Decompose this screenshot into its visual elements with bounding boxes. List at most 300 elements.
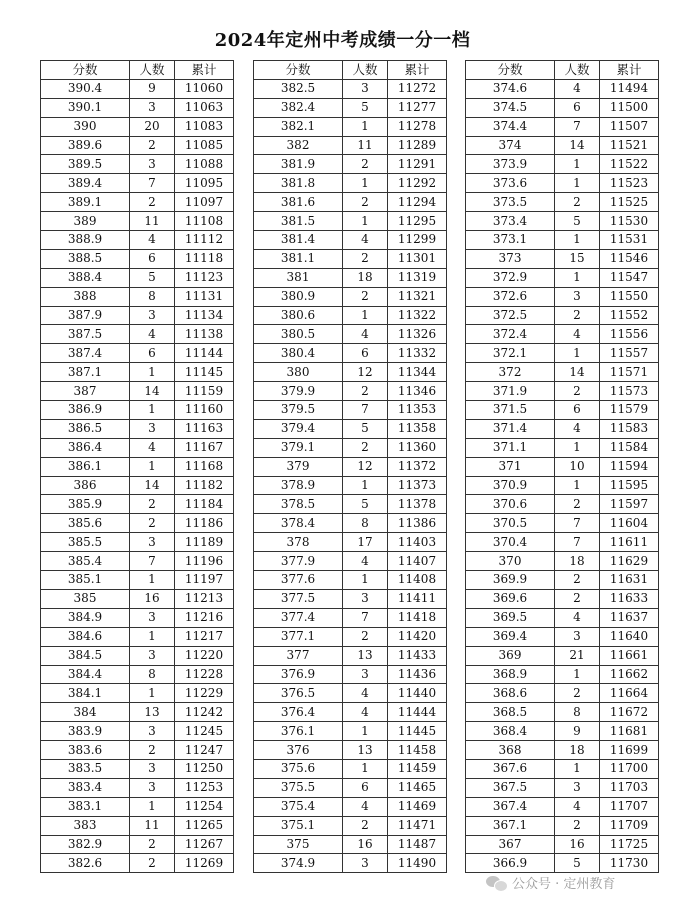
cell-cumulative: 11254: [175, 797, 234, 816]
cell-cumulative: 11344: [388, 363, 447, 382]
cell-count: 3: [130, 608, 175, 627]
cell-count: 1: [555, 174, 600, 193]
cell-count: 1: [555, 476, 600, 495]
cell-score: 372.1: [466, 344, 555, 363]
cell-count: 12: [343, 363, 388, 382]
cell-count: 1: [130, 571, 175, 590]
cell-cumulative: 11408: [388, 571, 447, 590]
cell-score: 385.1: [41, 571, 130, 590]
cell-score: 375.1: [254, 816, 343, 835]
table-row: [41, 571, 234, 590]
cell-cumulative: 11633: [600, 589, 659, 608]
cell-cumulative: 11661: [600, 646, 659, 665]
cell-score: 370: [466, 552, 555, 571]
table-row: [254, 778, 447, 797]
table-row: [254, 306, 447, 325]
cell-count: 8: [130, 665, 175, 684]
cell-score: 381.8: [254, 174, 343, 193]
cell-score: 369.5: [466, 608, 555, 627]
cell-cumulative: 11487: [388, 835, 447, 854]
cell-count: 2: [555, 816, 600, 835]
cell-score: 375.6: [254, 759, 343, 778]
cell-cumulative: 11326: [388, 325, 447, 344]
cell-count: 2: [130, 835, 175, 854]
cell-cumulative: 11386: [388, 514, 447, 533]
cell-count: 13: [343, 646, 388, 665]
cell-cumulative: 11321: [388, 287, 447, 306]
cell-cumulative: 11573: [600, 382, 659, 401]
cell-count: 4: [343, 552, 388, 571]
cell-count: 3: [130, 646, 175, 665]
table-row: [254, 552, 447, 571]
cell-count: 1: [343, 722, 388, 741]
cell-count: 2: [555, 193, 600, 212]
cell-score: 374.5: [466, 98, 555, 117]
header-count: 人数: [555, 61, 600, 80]
table-row: [254, 741, 447, 760]
cell-score: 367.1: [466, 816, 555, 835]
cell-cumulative: 11213: [175, 589, 234, 608]
table-row: [41, 627, 234, 646]
table-row: [41, 703, 234, 722]
cell-score: 377.4: [254, 608, 343, 627]
table-row: [41, 646, 234, 665]
table-row: [254, 382, 447, 401]
table-row: [466, 495, 659, 514]
cell-score: 374.4: [466, 117, 555, 136]
table-row: [466, 174, 659, 193]
cell-score: 369.6: [466, 589, 555, 608]
cell-score: 376.1: [254, 722, 343, 741]
cell-count: 3: [555, 778, 600, 797]
cell-cumulative: 11360: [388, 438, 447, 457]
table-row: [41, 363, 234, 382]
table-row: [466, 854, 659, 873]
table-row: [254, 722, 447, 741]
table-row: [41, 665, 234, 684]
table-row: [41, 797, 234, 816]
cell-score: 380: [254, 363, 343, 382]
cell-count: 1: [343, 174, 388, 193]
cell-score: 386.5: [41, 419, 130, 438]
table-row: [41, 741, 234, 760]
cell-score: 372.4: [466, 325, 555, 344]
cell-score: 381.9: [254, 155, 343, 174]
cell-cumulative: 11420: [388, 627, 447, 646]
watermark: [486, 873, 615, 892]
cell-count: 15: [555, 249, 600, 268]
table-row: [466, 589, 659, 608]
cell-cumulative: 11289: [388, 136, 447, 155]
cell-cumulative: 11662: [600, 665, 659, 684]
cell-score: 387.4: [41, 344, 130, 363]
cell-score: 373.6: [466, 174, 555, 193]
table-row: [254, 533, 447, 552]
cell-cumulative: 11088: [175, 155, 234, 174]
cell-count: 7: [555, 514, 600, 533]
cell-cumulative: 11131: [175, 287, 234, 306]
table-row: [254, 665, 447, 684]
cell-cumulative: 11433: [388, 646, 447, 665]
cell-count: 2: [343, 382, 388, 401]
cell-score: 369.4: [466, 627, 555, 646]
table-row: [41, 249, 234, 268]
cell-score: 382: [254, 136, 343, 155]
cell-score: 381.1: [254, 249, 343, 268]
cell-cumulative: 11267: [175, 835, 234, 854]
cell-count: 1: [130, 363, 175, 382]
cell-score: 388.9: [41, 231, 130, 250]
cell-cumulative: 11521: [600, 136, 659, 155]
cell-score: 379.1: [254, 438, 343, 457]
cell-cumulative: 11217: [175, 627, 234, 646]
cell-count: 20: [130, 117, 175, 136]
table-row: [254, 571, 447, 590]
cell-cumulative: 11189: [175, 533, 234, 552]
table-row: [41, 419, 234, 438]
cell-count: 14: [555, 136, 600, 155]
table-row: [41, 854, 234, 873]
cell-cumulative: 11097: [175, 193, 234, 212]
cell-score: 381.5: [254, 212, 343, 231]
cell-score: 385.9: [41, 495, 130, 514]
table-row: [466, 552, 659, 571]
cell-cumulative: 11604: [600, 514, 659, 533]
cell-count: 2: [343, 438, 388, 457]
cell-score: 368.4: [466, 722, 555, 741]
cell-score: 376: [254, 741, 343, 760]
table-row: [41, 589, 234, 608]
cell-cumulative: 11295: [388, 212, 447, 231]
cell-cumulative: 11531: [600, 231, 659, 250]
cell-count: 5: [555, 212, 600, 231]
cell-cumulative: 11594: [600, 457, 659, 476]
cell-count: 1: [130, 627, 175, 646]
cell-cumulative: 11403: [388, 533, 447, 552]
cell-cumulative: 11707: [600, 797, 659, 816]
cell-count: 3: [130, 533, 175, 552]
header-cumulative: 累计: [600, 61, 659, 80]
cell-count: 4: [555, 797, 600, 816]
watermark-text: 公众号 · 定州教育: [512, 877, 616, 892]
cell-count: 3: [130, 155, 175, 174]
table-row: [466, 457, 659, 476]
score-table-middle: [253, 60, 447, 873]
cell-score: 382.9: [41, 835, 130, 854]
cell-cumulative: 11108: [175, 212, 234, 231]
table-header-row: [466, 61, 659, 80]
cell-score: 378.4: [254, 514, 343, 533]
cell-cumulative: 11272: [388, 79, 447, 98]
cell-count: 4: [343, 797, 388, 816]
cell-count: 7: [343, 608, 388, 627]
table-row: [41, 816, 234, 835]
cell-score: 373.9: [466, 155, 555, 174]
cell-count: 4: [130, 438, 175, 457]
score-table-right: [465, 60, 659, 873]
table-row: [254, 816, 447, 835]
cell-cumulative: 11469: [388, 797, 447, 816]
cell-count: 3: [555, 287, 600, 306]
cell-score: 374.9: [254, 854, 343, 873]
table-row: [254, 684, 447, 703]
table-row: [41, 835, 234, 854]
cell-count: 4: [343, 325, 388, 344]
cell-count: 2: [343, 155, 388, 174]
table-row: [254, 98, 447, 117]
cell-count: 4: [555, 608, 600, 627]
table-row: [41, 552, 234, 571]
cell-count: 16: [555, 835, 600, 854]
page-title: 2024年定州中考成绩一分一档: [214, 30, 471, 51]
cell-count: 1: [555, 231, 600, 250]
cell-count: 3: [343, 665, 388, 684]
cell-score: 371: [466, 457, 555, 476]
cell-score: 375.5: [254, 778, 343, 797]
cell-cumulative: 11597: [600, 495, 659, 514]
table-row: [254, 287, 447, 306]
cell-cumulative: 11278: [388, 117, 447, 136]
cell-cumulative: 11292: [388, 174, 447, 193]
cell-count: 1: [130, 457, 175, 476]
cell-cumulative: 11507: [600, 117, 659, 136]
table-row: [41, 684, 234, 703]
cell-score: 378.9: [254, 476, 343, 495]
table-row: [254, 589, 447, 608]
cell-count: 6: [555, 98, 600, 117]
cell-cumulative: 11700: [600, 759, 659, 778]
cell-cumulative: 11523: [600, 174, 659, 193]
cell-cumulative: 11160: [175, 401, 234, 420]
cell-score: 373.5: [466, 193, 555, 212]
wechat-icon: [486, 875, 508, 891]
cell-cumulative: 11440: [388, 684, 447, 703]
table-row: [41, 533, 234, 552]
cell-count: 6: [555, 401, 600, 420]
cell-score: 387.5: [41, 325, 130, 344]
table-row: [41, 268, 234, 287]
cell-score: 368.6: [466, 684, 555, 703]
cell-cumulative: 11196: [175, 552, 234, 571]
table-row: [466, 193, 659, 212]
cell-score: 382.4: [254, 98, 343, 117]
cell-count: 5: [343, 419, 388, 438]
cell-score: 386.4: [41, 438, 130, 457]
cell-score: 384.5: [41, 646, 130, 665]
cell-count: 6: [130, 344, 175, 363]
cell-cumulative: 11445: [388, 722, 447, 741]
cell-cumulative: 11159: [175, 382, 234, 401]
cell-score: 370.4: [466, 533, 555, 552]
table-row: [41, 401, 234, 420]
cell-count: 12: [343, 457, 388, 476]
cell-count: 1: [555, 268, 600, 287]
cell-count: 2: [130, 193, 175, 212]
header-count: 人数: [130, 61, 175, 80]
cell-cumulative: 11584: [600, 438, 659, 457]
table-row: [466, 419, 659, 438]
table-row: [254, 457, 447, 476]
table-row: [254, 514, 447, 533]
table-row: [466, 533, 659, 552]
cell-score: 367.6: [466, 759, 555, 778]
cell-cumulative: 11063: [175, 98, 234, 117]
table-row: [41, 287, 234, 306]
cell-count: 2: [130, 854, 175, 873]
table-row: [41, 136, 234, 155]
table-row: [466, 476, 659, 495]
cell-cumulative: 11465: [388, 778, 447, 797]
table-row: [254, 155, 447, 174]
table-row: [254, 703, 447, 722]
table-row: [41, 155, 234, 174]
cell-cumulative: 11709: [600, 816, 659, 835]
cell-count: 3: [343, 589, 388, 608]
cell-count: 2: [343, 287, 388, 306]
table-row: [466, 608, 659, 627]
cell-count: 1: [343, 571, 388, 590]
cell-score: 380.9: [254, 287, 343, 306]
cell-cumulative: 11444: [388, 703, 447, 722]
table-row: [254, 136, 447, 155]
cell-cumulative: 11629: [600, 552, 659, 571]
cell-cumulative: 11291: [388, 155, 447, 174]
table-row: [466, 401, 659, 420]
cell-cumulative: 11407: [388, 552, 447, 571]
table-row: [466, 363, 659, 382]
cell-count: 17: [343, 533, 388, 552]
cell-cumulative: 11730: [600, 854, 659, 873]
cell-cumulative: 11229: [175, 684, 234, 703]
cell-count: 4: [343, 703, 388, 722]
cell-score: 390.4: [41, 79, 130, 98]
cell-cumulative: 11167: [175, 438, 234, 457]
cell-count: 1: [555, 665, 600, 684]
table-row: [254, 212, 447, 231]
cell-score: 379: [254, 457, 343, 476]
cell-score: 388: [41, 287, 130, 306]
cell-count: 3: [555, 627, 600, 646]
table-row: [41, 79, 234, 98]
cell-count: 4: [555, 79, 600, 98]
cell-score: 378: [254, 533, 343, 552]
cell-count: 14: [555, 363, 600, 382]
cell-score: 377.5: [254, 589, 343, 608]
cell-count: 1: [130, 684, 175, 703]
cell-cumulative: 11247: [175, 741, 234, 760]
cell-cumulative: 11611: [600, 533, 659, 552]
cell-score: 387.1: [41, 363, 130, 382]
cell-count: 1: [343, 759, 388, 778]
cell-count: 11: [130, 212, 175, 231]
cell-score: 372: [466, 363, 555, 382]
cell-score: 370.9: [466, 476, 555, 495]
table-row: [254, 249, 447, 268]
cell-cumulative: 11060: [175, 79, 234, 98]
table-row: [254, 344, 447, 363]
cell-cumulative: 11550: [600, 287, 659, 306]
cell-score: 386: [41, 476, 130, 495]
cell-count: 4: [555, 419, 600, 438]
cell-count: 14: [130, 382, 175, 401]
cell-count: 2: [130, 741, 175, 760]
cell-count: 4: [343, 684, 388, 703]
cell-count: 1: [343, 306, 388, 325]
cell-cumulative: 11085: [175, 136, 234, 155]
table-row: [254, 174, 447, 193]
cell-count: 1: [555, 344, 600, 363]
table-row: [41, 193, 234, 212]
table-row: [466, 816, 659, 835]
header-score: 分数: [41, 61, 130, 80]
table-row: [466, 514, 659, 533]
cell-count: 7: [343, 401, 388, 420]
cell-count: 2: [555, 382, 600, 401]
cell-cumulative: 11245: [175, 722, 234, 741]
table-row: [41, 514, 234, 533]
cell-score: 372.9: [466, 268, 555, 287]
cell-cumulative: 11681: [600, 722, 659, 741]
cell-cumulative: 11242: [175, 703, 234, 722]
cell-cumulative: 11250: [175, 759, 234, 778]
cell-count: 11: [130, 816, 175, 835]
cell-count: 2: [343, 193, 388, 212]
table-row: [41, 608, 234, 627]
table-row: [41, 476, 234, 495]
cell-count: 6: [343, 778, 388, 797]
cell-count: 3: [343, 854, 388, 873]
cell-score: 383.4: [41, 778, 130, 797]
cell-cumulative: 11640: [600, 627, 659, 646]
cell-cumulative: 11530: [600, 212, 659, 231]
table-row: [41, 231, 234, 250]
table-row: [41, 457, 234, 476]
table-row: [254, 854, 447, 873]
cell-score: 384.9: [41, 608, 130, 627]
cell-count: 3: [130, 98, 175, 117]
table-row: [466, 79, 659, 98]
cell-score: 389.5: [41, 155, 130, 174]
score-table-left: [40, 60, 234, 873]
cell-count: 16: [343, 835, 388, 854]
cell-cumulative: 11494: [600, 79, 659, 98]
cell-cumulative: 11319: [388, 268, 447, 287]
cell-score: 379.5: [254, 401, 343, 420]
cell-score: 377: [254, 646, 343, 665]
cell-score: 386.1: [41, 457, 130, 476]
cell-count: 4: [130, 231, 175, 250]
cell-score: 377.1: [254, 627, 343, 646]
cell-score: 380.5: [254, 325, 343, 344]
cell-score: 368.5: [466, 703, 555, 722]
cell-score: 385.4: [41, 552, 130, 571]
cell-score: 389: [41, 212, 130, 231]
cell-count: 13: [130, 703, 175, 722]
cell-cumulative: 11703: [600, 778, 659, 797]
cell-score: 388.5: [41, 249, 130, 268]
cell-cumulative: 11500: [600, 98, 659, 117]
cell-score: 373: [466, 249, 555, 268]
cell-cumulative: 11168: [175, 457, 234, 476]
cell-cumulative: 11699: [600, 741, 659, 760]
cell-score: 389.4: [41, 174, 130, 193]
table-row: [254, 476, 447, 495]
cell-cumulative: 11552: [600, 306, 659, 325]
cell-score: 385.5: [41, 533, 130, 552]
header-cumulative: 累计: [175, 61, 234, 80]
table-row: [254, 401, 447, 420]
header-score: 分数: [466, 61, 555, 80]
